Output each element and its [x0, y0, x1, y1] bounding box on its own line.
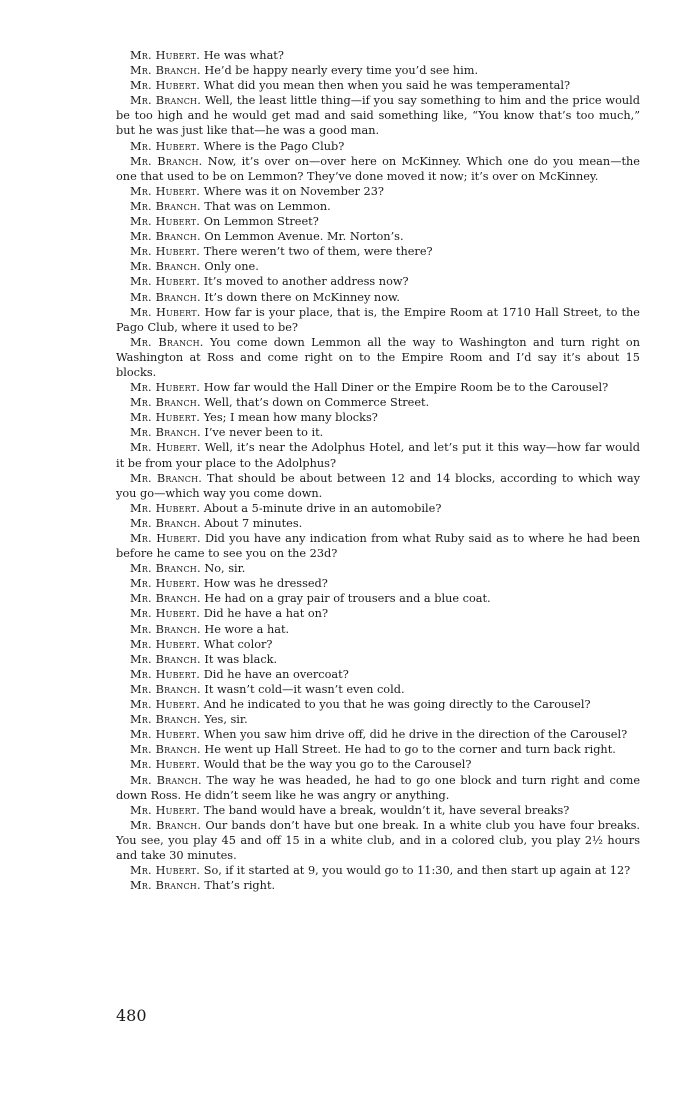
speaker-label: Mr. Branch. [130, 652, 201, 666]
testimony-paragraph [116, 712, 640, 727]
testimony-paragraph [116, 214, 640, 229]
speech-text: It’s moved to another address now? [203, 275, 409, 289]
testimony-paragraph [116, 395, 640, 410]
speech-text: What color? [203, 637, 273, 651]
speech-text: Well, that’s down on Commerce Street. [204, 396, 430, 410]
speaker-label: Mr. Branch. [130, 818, 202, 832]
speaker-label: Mr. Hubert. [130, 728, 201, 742]
testimony-paragraph [116, 184, 640, 199]
speaker-label: Mr. Hubert. [130, 577, 201, 591]
testimony-paragraph [116, 637, 640, 652]
speaker-label: Mr. Branch. [130, 773, 202, 787]
speaker-label: Mr. Branch. [130, 260, 201, 274]
speech-text: Well, the least little thing—if you say something to him and the price would be too high and he would get mad and said something like, “You know that’s too much,” but he was just like that—he was a good man. [116, 94, 641, 138]
speaker-label: Mr. Hubert. [130, 532, 201, 545]
testimony-paragraph [116, 154, 640, 184]
testimony-paragraph [116, 48, 640, 63]
speech-text: That should be about between 12 and 14 blocks, according to which way you go—which way you come down. [116, 471, 641, 500]
speech-text: Only one. [204, 260, 259, 274]
speech-text: Yes, sir. [204, 713, 248, 727]
speaker-label: Mr. Branch. [130, 230, 201, 244]
speech-text: Where is the Pago Club? [203, 139, 345, 153]
testimony-paragraph [116, 757, 640, 772]
speaker-label: Mr. Branch. [130, 199, 201, 213]
testimony-paragraph [116, 697, 640, 712]
testimony-paragraph [116, 274, 640, 289]
testimony-paragraph [116, 773, 640, 803]
speaker-label: Mr. Hubert. [130, 607, 201, 621]
speaker-label: Mr. Branch. [130, 682, 201, 696]
speaker-label: Mr. Hubert. [130, 758, 201, 772]
testimony-paragraph [116, 622, 640, 637]
speech-text: He was what? [203, 49, 284, 62]
testimony-paragraph [116, 229, 640, 244]
testimony-paragraph [116, 606, 640, 621]
testimony-paragraph [116, 652, 640, 667]
testimony-paragraph [116, 244, 640, 259]
testimony-paragraph [116, 516, 640, 531]
speaker-label: Mr. Hubert. [130, 184, 201, 198]
speaker-label: Mr. Branch. [130, 335, 204, 349]
speech-text: How far would the Hall Diner or the Empire Room be to the Carousel? [203, 381, 609, 395]
speaker-label: Mr. Hubert. [130, 49, 201, 62]
speech-text: About a 5-minute drive in an automobile? [203, 501, 442, 515]
testimony-paragraph [116, 501, 640, 516]
testimony-paragraph [116, 742, 640, 757]
testimony-paragraph [116, 727, 640, 742]
speech-text: About 7 minutes. [204, 516, 303, 530]
speech-text: Would that be the way you go to the Carousel? [203, 758, 472, 772]
speaker-label: Mr. Hubert. [130, 501, 201, 515]
page-number: 480 [116, 1006, 147, 1025]
speech-text: It’s down there on McKinney now. [204, 290, 400, 304]
speaker-label: Mr. Hubert. [130, 803, 201, 817]
speaker-label: Mr. Branch. [130, 516, 201, 530]
speaker-label: Mr. Hubert. [130, 381, 201, 395]
speech-text: How far is your place, that is, the Empire Room at 1710 Hall Street, to the Pago Club, where it used to be? [116, 305, 640, 334]
speech-text: I’ve never been to it. [204, 426, 324, 440]
speech-text: Did he have a hat on? [203, 607, 329, 621]
testimony-paragraph [116, 335, 640, 380]
speaker-label: Mr. Hubert. [130, 411, 201, 425]
speaker-label: Mr. Branch. [130, 290, 201, 304]
speech-text: He had on a gray pair of trousers and a blue coat. [204, 592, 491, 606]
speech-text: Where was it on November 23? [203, 184, 384, 198]
speaker-label: Mr. Hubert. [130, 864, 201, 878]
speech-text: He went up Hall Street. He had to go to the corner and turn back right. [204, 743, 616, 757]
speech-text: Did you have any indication from what Ruby said as to where he had been before he came to see you on the 23d? [116, 532, 640, 561]
speaker-label: Mr. Branch. [130, 426, 201, 440]
testimony-paragraph [116, 93, 640, 138]
testimony-paragraph [116, 531, 640, 561]
testimony-paragraph [116, 78, 640, 93]
speech-text: Yes; I mean how many blocks? [203, 411, 378, 425]
speaker-label: Mr. Branch. [130, 562, 201, 576]
testimony-paragraph [116, 667, 640, 682]
speaker-label: Mr. Hubert. [130, 215, 201, 229]
speaker-label: Mr. Hubert. [130, 275, 201, 289]
speaker-label: Mr. Branch. [130, 622, 201, 636]
speaker-label: Mr. Branch. [130, 592, 201, 606]
testimony-paragraph [116, 259, 640, 274]
testimony-paragraph [116, 440, 640, 470]
testimony-paragraph [116, 591, 640, 606]
speaker-label: Mr. Hubert. [130, 305, 201, 319]
testimony-paragraph [116, 576, 640, 591]
speaker-label: Mr. Branch. [130, 743, 201, 757]
speech-text: Our bands don’t have but one break. In a white club you have four breaks. You see, you play 45 and off 15 in a white club, and in a colored club, you play 2½ hours and take 30 minutes. [116, 818, 641, 862]
speaker-label: Mr. Hubert. [130, 667, 201, 681]
testimony-paragraph [116, 380, 640, 395]
testimony-paragraph [116, 561, 640, 576]
speech-text: He wore a hat. [204, 622, 290, 636]
speech-text: No, sir. [204, 562, 246, 576]
speaker-label: Mr. Hubert. [130, 637, 201, 651]
speaker-label: Mr. Branch. [130, 713, 201, 727]
speaker-label: Mr. Branch. [130, 396, 201, 410]
testimony-paragraph [116, 199, 640, 214]
transcript-body [116, 48, 640, 893]
testimony-paragraph [116, 682, 640, 697]
speech-text: So, if it started at 9, you would go to 11:30, and then start up again at 12? [203, 864, 631, 878]
speech-text: You come down Lemmon all the way to Washington and turn right on Washington at Ross and come right on to the Empire Room and I’d say it’s about 15 blocks. [116, 335, 640, 379]
speech-text: Did he have an overcoat? [203, 667, 349, 681]
testimony-paragraph [116, 410, 640, 425]
testimony-paragraph [116, 818, 640, 863]
testimony-paragraph [116, 803, 640, 818]
speaker-label: Mr. Hubert. [130, 245, 201, 259]
speech-text: The way he was headed, he had to go one block and turn right and come down Ross. He didn’t seem like he was angry or anything. [116, 773, 641, 802]
speech-text: Well, it’s near the Adolphus Hotel, and let’s put it this way—how far would it be from your place to the Adolphus? [116, 441, 640, 470]
testimony-paragraph [116, 471, 640, 501]
speech-text: The band would have a break, wouldn’t it, have several breaks? [203, 803, 570, 817]
speaker-label: Mr. Hubert. [130, 139, 201, 153]
speech-text: And he indicated to you that he was going directly to the Carousel? [203, 698, 591, 712]
speech-text: How was he dressed? [203, 577, 328, 591]
testimony-paragraph [116, 305, 640, 335]
testimony-paragraph [116, 878, 640, 893]
speech-text: Now, it’s over on—over here on McKinney. Which one do you mean—the one that used to be on Lemmon? They’ve done moved it now; it’s over on McKinney. [116, 154, 640, 183]
speaker-label: Mr. Branch. [130, 94, 201, 108]
speech-text: That was on Lemmon. [204, 199, 331, 213]
testimony-paragraph [116, 863, 640, 878]
testimony-paragraph [116, 139, 640, 154]
speech-text: On Lemmon Street? [203, 215, 319, 229]
speaker-label: Mr. Hubert. [130, 79, 201, 93]
speech-text: It was black. [204, 652, 278, 666]
speaker-label: Mr. Branch. [130, 64, 201, 78]
speaker-label: Mr. Hubert. [130, 698, 201, 712]
speech-text: It wasn’t cold—it wasn’t even cold. [204, 682, 405, 696]
testimony-paragraph [116, 425, 640, 440]
testimony-paragraph [116, 290, 640, 305]
speech-text: When you saw him drive off, did he drive in the direction of the Carousel? [203, 728, 628, 742]
speech-text: He’d be happy nearly every time you’d see him. [204, 64, 479, 78]
testimony-paragraph [116, 63, 640, 78]
speech-text: There weren’t two of them, were there? [203, 245, 433, 259]
speech-text: On Lemmon Avenue. Mr. Norton’s. [204, 230, 404, 244]
speaker-label: Mr. Branch. [130, 154, 203, 168]
speech-text: That’s right. [204, 879, 276, 893]
speaker-label: Mr. Branch. [130, 471, 203, 485]
speaker-label: Mr. Hubert. [130, 441, 201, 455]
speaker-label: Mr. Branch. [130, 879, 201, 893]
speech-text: What did you mean then when you said he was temperamental? [203, 79, 571, 93]
